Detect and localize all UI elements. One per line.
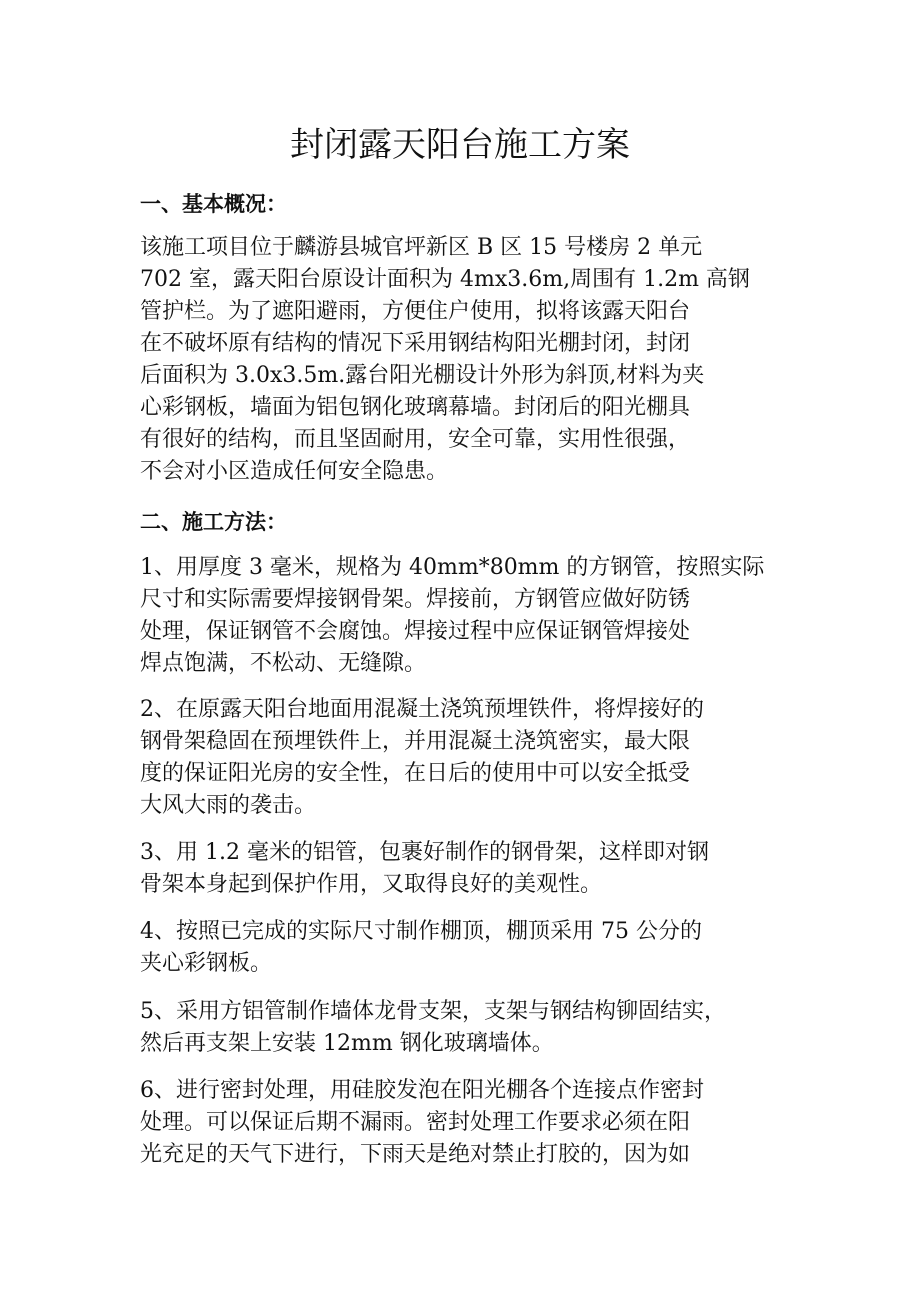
- paragraph-line: 处理，保证钢管不会腐蚀。焊接过程中应保证钢管焊接处: [140, 619, 691, 644]
- paragraph-line: 5、采用方铝管制作墙体龙骨支架，支架与钢结构铆固结实，: [140, 999, 726, 1024]
- paragraph-line: 不会对小区造成任何安全隐患。: [140, 459, 449, 484]
- method-item-2: [140, 694, 800, 822]
- paragraph-line: 大风大雨的袭击。: [140, 793, 317, 818]
- paragraph-line: 2、在原露天阳台地面用混凝土浇筑预埋铁件，将焊接好的: [140, 697, 704, 722]
- paragraph-line: 4、按照已完成的实际尺寸制作棚顶，棚顶采用 75 公分的: [140, 919, 702, 944]
- section-heading-methods: 二、施工方法：: [140, 510, 287, 534]
- paragraph-line: 尺寸和实际需要焊接钢骨架。焊接前，方钢管应做好防锈: [140, 587, 691, 612]
- paragraph-line: 后面积为 3.0x3.5m.露台阳光棚设计外形为斜顶,材料为夹: [140, 363, 705, 388]
- paragraph-line: 702 室，露天阳台原设计面积为 4mx3.6m,周围有 1.2m 高钢: [140, 267, 750, 292]
- method-item-6: [140, 1075, 800, 1171]
- method-item-4: [140, 916, 800, 980]
- overview-paragraph: [140, 232, 800, 488]
- paragraph-line: 钢骨架稳固在预埋铁件上，并用混凝土浇筑密实，最大限: [140, 729, 691, 754]
- paragraph-line: 度的保证阳光房的安全性，在日后的使用中可以安全抵受: [140, 761, 691, 786]
- paragraph-line: 管护栏。为了遮阳避雨，方便住户使用，拟将该露天阳台: [140, 299, 691, 324]
- paragraph-line: 3、用 1.2 毫米的铝管，包裹好制作的钢骨架，这样即对钢: [140, 840, 709, 865]
- method-item-5: [140, 996, 800, 1060]
- paragraph-line: 骨架本身起到保护作用，又取得良好的美观性。: [140, 872, 603, 897]
- paragraph-line: 心彩钢板，墙面为铝包钢化玻璃幕墙。封闭后的阳光棚具: [140, 395, 691, 420]
- paragraph-line: 夹心彩钢板。: [140, 951, 273, 976]
- paragraph-line: 处理。可以保证后期不漏雨。密封处理工作要求必须在阳: [140, 1110, 691, 1135]
- paragraph-line: 1、用厚度 3 毫米，规格为 40mm*80mm 的方钢管，按照实际: [140, 555, 765, 580]
- paragraph-line: 该施工项目位于麟游县城官坪新区 B 区 15 号楼房 2 单元: [140, 235, 703, 260]
- method-item-3: [140, 837, 800, 901]
- paragraph-line: 焊点饱满，不松动、无缝隙。: [140, 651, 427, 676]
- method-item-1: [140, 552, 800, 680]
- paragraph-line: 在不破坏原有结构的情况下采用钢结构阳光棚封闭，封闭: [140, 331, 691, 356]
- document-title: 封闭露天阳台施工方案: [290, 125, 630, 165]
- paragraph-line: 光充足的天气下进行，下雨天是绝对禁止打胶的，因为如: [140, 1142, 691, 1167]
- paragraph-line: 6、进行密封处理，用硅胶发泡在阳光棚各个连接点作密封: [140, 1078, 704, 1103]
- section-heading-overview: 一、基本概况：: [140, 192, 287, 216]
- paragraph-line: 有很好的结构，而且坚固耐用，安全可靠，实用性很强，: [140, 427, 691, 452]
- paragraph-line: 然后再支架上安装 12mm 钢化玻璃墙体。: [140, 1031, 554, 1056]
